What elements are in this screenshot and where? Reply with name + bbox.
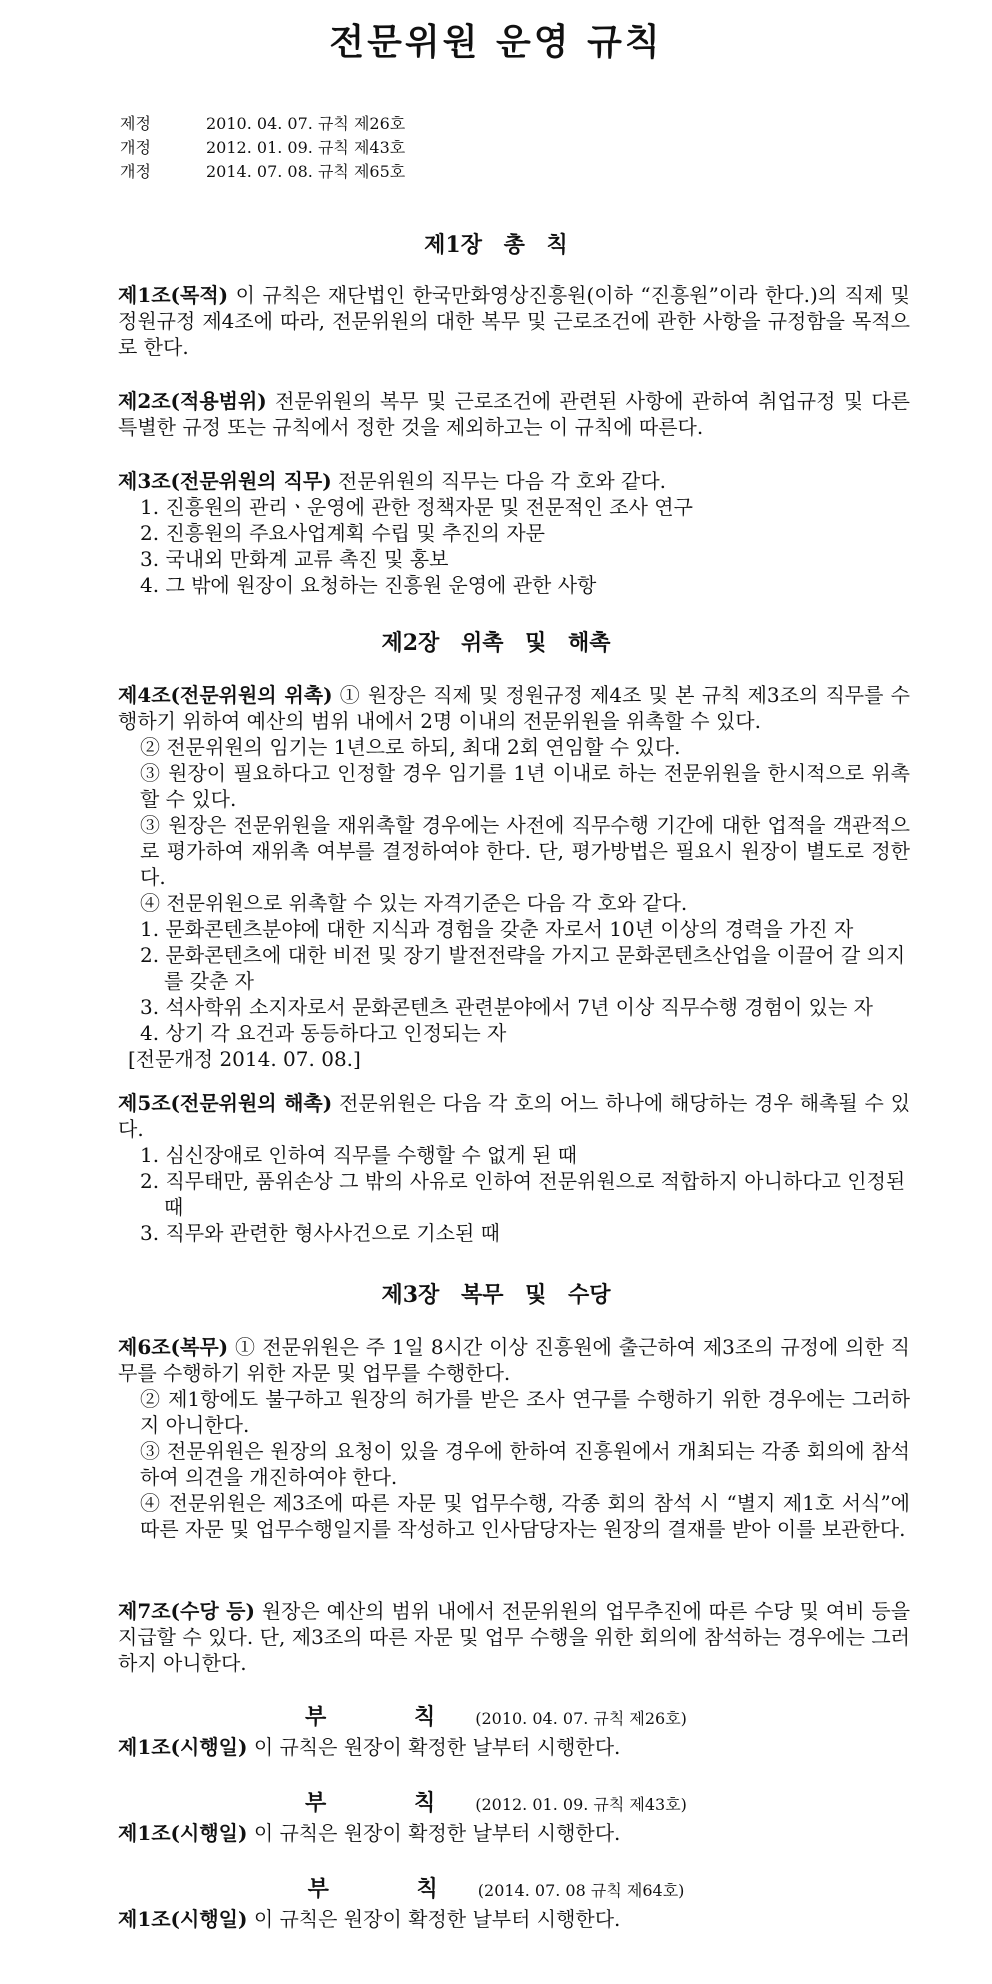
- supplement-1-heading: 제1조(시행일): [118, 1735, 248, 1759]
- list-item: 1. 문화콘텐츠분야에 대한 지식과 경험을 갖춘 자로서 10년 이상의 경력을 가진 자: [140, 917, 854, 941]
- supplement-2-heading: 제1조(시행일): [118, 1821, 248, 1845]
- paragraph: ④ 전문위원으로 위촉할 수 있는 자격기준은 다음 각 호와 같다.: [140, 891, 688, 915]
- history-text: 2014. 07. 08. 규칙 제65호: [206, 162, 406, 181]
- supplement-label: 부 칙: [305, 1790, 476, 1816]
- list-item: 3. 석사학위 소지자로서 문화콘텐츠 관련분야에서 7년 이상 직무수행 경험이 있는 자: [140, 995, 873, 1019]
- supplement-1-article: [118, 1734, 910, 1760]
- article-7: [118, 1598, 910, 1676]
- list-item: 3. 국내외 만화계 교류 촉진 및 홍보: [140, 547, 449, 571]
- list-item: 2. 직무태만, 품위손상 그 밖의 사유로 인하여 전문위원으로 적합하지 아니하다고 인정된 때: [140, 1169, 906, 1219]
- article-3: [118, 468, 910, 598]
- list-item: 1. 심신장애로 인하여 직무를 수행할 수 없게 된 때: [140, 1143, 578, 1167]
- history-row: [120, 160, 405, 184]
- supplement-1-title: [0, 1700, 992, 1731]
- history-type: 제정: [120, 114, 151, 133]
- article-4: [118, 682, 910, 1072]
- paragraph: ② 제1항에도 불구하고 원장의 허가를 받은 조사 연구를 수행하기 위한 경우에는 그러하지 아니한다.: [140, 1387, 910, 1437]
- article-2: [118, 388, 910, 440]
- supplement-note: (2014. 07. 08 규칙 제64호): [477, 1881, 685, 1900]
- article-7-text: 원장은 예산의 범위 내에서 전문위원의 업무추진에 따른 수당 및 여비 등을 지급할 수 있다. 단, 제3조의 따른 자문 및 업무 수행을 위한 회의에 참석하는 경우에는 그러하지 아니한다.: [118, 1599, 911, 1675]
- article-1-heading: 제1조(목적): [118, 283, 229, 307]
- list-item: 2. 진흥원의 주요사업계획 수립 및 추진의 자문: [140, 521, 545, 545]
- paragraph: ④ 전문위원은 제3조에 따른 자문 및 업무수행, 각종 회의 참석 시 “별지 제1호 서식”에 따른 자문 및 업무수행일지를 작성하고 인사담당자는 원장의 결재를 받아 이를 보관한다.: [140, 1491, 910, 1541]
- article-3-heading: 제3조(전문위원의 직무): [118, 469, 332, 493]
- supplement-note: (2010. 04. 07. 규칙 제26호): [475, 1709, 687, 1728]
- paragraph: ③ 전문위원은 원장의 요청이 있을 경우에 한하여 진흥원에서 개최되는 각종 회의에 참석하여 의견을 개진하여야 한다.: [140, 1439, 910, 1489]
- list-item: 3. 직무와 관련한 형사사건으로 기소된 때: [140, 1221, 500, 1245]
- paragraph: ③ 원장이 필요하다고 인정할 경우 임기를 1년 이내로 하는 전문위원을 한시적으로 위촉할 수 있다.: [140, 761, 910, 811]
- list-item: 2. 문화콘텐츠에 대한 비전 및 장기 발전전략을 가지고 문화콘텐츠산업을 이끌어 갈 의지를 갖춘 자: [140, 943, 906, 993]
- supplement-note: (2012. 01. 09. 규칙 제43호): [475, 1795, 687, 1814]
- article-5-text: 전문위원은 다음 각 호의 어느 하나에 해당하는 경우 해촉될 수 있다.: [118, 1091, 911, 1141]
- article-1: [118, 282, 910, 360]
- history-row: [120, 136, 405, 160]
- article-6-heading: 제6조(복무): [118, 1335, 229, 1359]
- article-6: [118, 1334, 910, 1542]
- history-row: [120, 112, 405, 136]
- supplement-3-text: 이 규칙은 원장이 확정한 날부터 시행한다.: [253, 1907, 621, 1931]
- article-5: [118, 1090, 910, 1246]
- supplement-label: 부 칙: [307, 1876, 478, 1902]
- chapter-2-title: 제2장 위촉 및 해촉: [381, 630, 611, 656]
- list-item: 1. 진흥원의 관리ㆍ운영에 관한 정책자문 및 전문적인 조사 연구: [140, 495, 693, 519]
- history-type: 개정: [120, 162, 151, 181]
- paragraph: ③ 원장은 전문위원을 재위촉할 경우에는 사전에 직무수행 기간에 대한 업적을 객관적으로 평가하여 재위촉 여부를 결정하여야 한다. 단, 평가방법은 필요시 원장이 별도로 정한다.: [140, 813, 910, 889]
- amendment-note: [전문개정 2014. 07. 08.]: [128, 1047, 361, 1071]
- list-item: 4. 그 밖에 원장이 요청하는 진흥원 운영에 관한 사항: [140, 573, 597, 597]
- supplement-2-title: [0, 1786, 992, 1817]
- article-7-body: [118, 1598, 910, 1676]
- article-4-heading: 제4조(전문위원의 위촉): [118, 683, 333, 707]
- supplement-1-text: 이 규칙은 원장이 확정한 날부터 시행한다.: [253, 1735, 621, 1759]
- article-3-text: 전문위원의 직무는 다음 각 호와 같다.: [338, 469, 666, 493]
- supplement-2-text: 이 규칙은 원장이 확정한 날부터 시행한다.: [253, 1821, 621, 1845]
- history-text: 2012. 01. 09. 규칙 제43호: [206, 138, 406, 157]
- article-7-heading: 제7조(수당 등): [118, 1599, 255, 1623]
- article-1-body: [118, 282, 910, 360]
- article-2-body: [118, 388, 910, 440]
- article-2-text: 전문위원의 복무 및 근로조건에 관련된 사항에 관하여 취업규정 및 다른 특별한 규정 또는 규칙에서 정한 것을 제외하고는 이 규칙에 따른다.: [118, 389, 910, 439]
- article-1-text: 이 규칙은 재단법인 한국만화영상진흥원(이하 “진흥원”이라 한다.)의 직제 및 정원규정 제4조에 따라, 전문위원의 대한 복무 및 근로조건에 관한 사항을 규정함을 목적으로 한다.: [118, 283, 910, 359]
- history-type: 개정: [120, 138, 151, 157]
- supplement-3-title: [0, 1872, 992, 1903]
- article-6-body: [118, 1334, 910, 1386]
- article-5-heading: 제5조(전문위원의 해촉): [118, 1091, 333, 1115]
- supplement-3-heading: 제1조(시행일): [118, 1907, 248, 1931]
- paragraph: ② 전문위원의 임기는 1년으로 하되, 최대 2회 연임할 수 있다.: [140, 735, 681, 759]
- document-title: 전문위원 운영 규칙: [329, 22, 663, 63]
- article-5-body: [118, 1090, 910, 1142]
- supplement-label: 부 칙: [305, 1704, 476, 1730]
- history-text: 2010. 04. 07. 규칙 제26호: [206, 114, 406, 133]
- chapter-3-title: 제3장 복무 및 수당: [381, 1282, 611, 1308]
- supplement-3-article: [118, 1906, 910, 1932]
- chapter-1-title: 제1장 총 칙: [424, 232, 568, 258]
- article-4-body: [118, 682, 910, 734]
- revision-history: [120, 112, 405, 184]
- list-item: 4. 상기 각 요건과 동등하다고 인정되는 자: [140, 1021, 507, 1045]
- article-6-text: ① 전문위원은 주 1일 8시간 이상 진흥원에 출근하여 제3조의 규정에 의한 직무를 수행하기 위한 자문 및 업무를 수행한다.: [118, 1335, 910, 1385]
- supplement-2-article: [118, 1820, 910, 1846]
- article-4-text: ① 원장은 직제 및 정원규정 제4조 및 본 규칙 제3조의 직무를 수행하기 위하여 예산의 범위 내에서 2명 이내의 전문위원을 위촉할 수 있다.: [118, 683, 910, 733]
- article-3-body: [118, 468, 910, 494]
- article-2-heading: 제2조(적용범위): [118, 389, 267, 413]
